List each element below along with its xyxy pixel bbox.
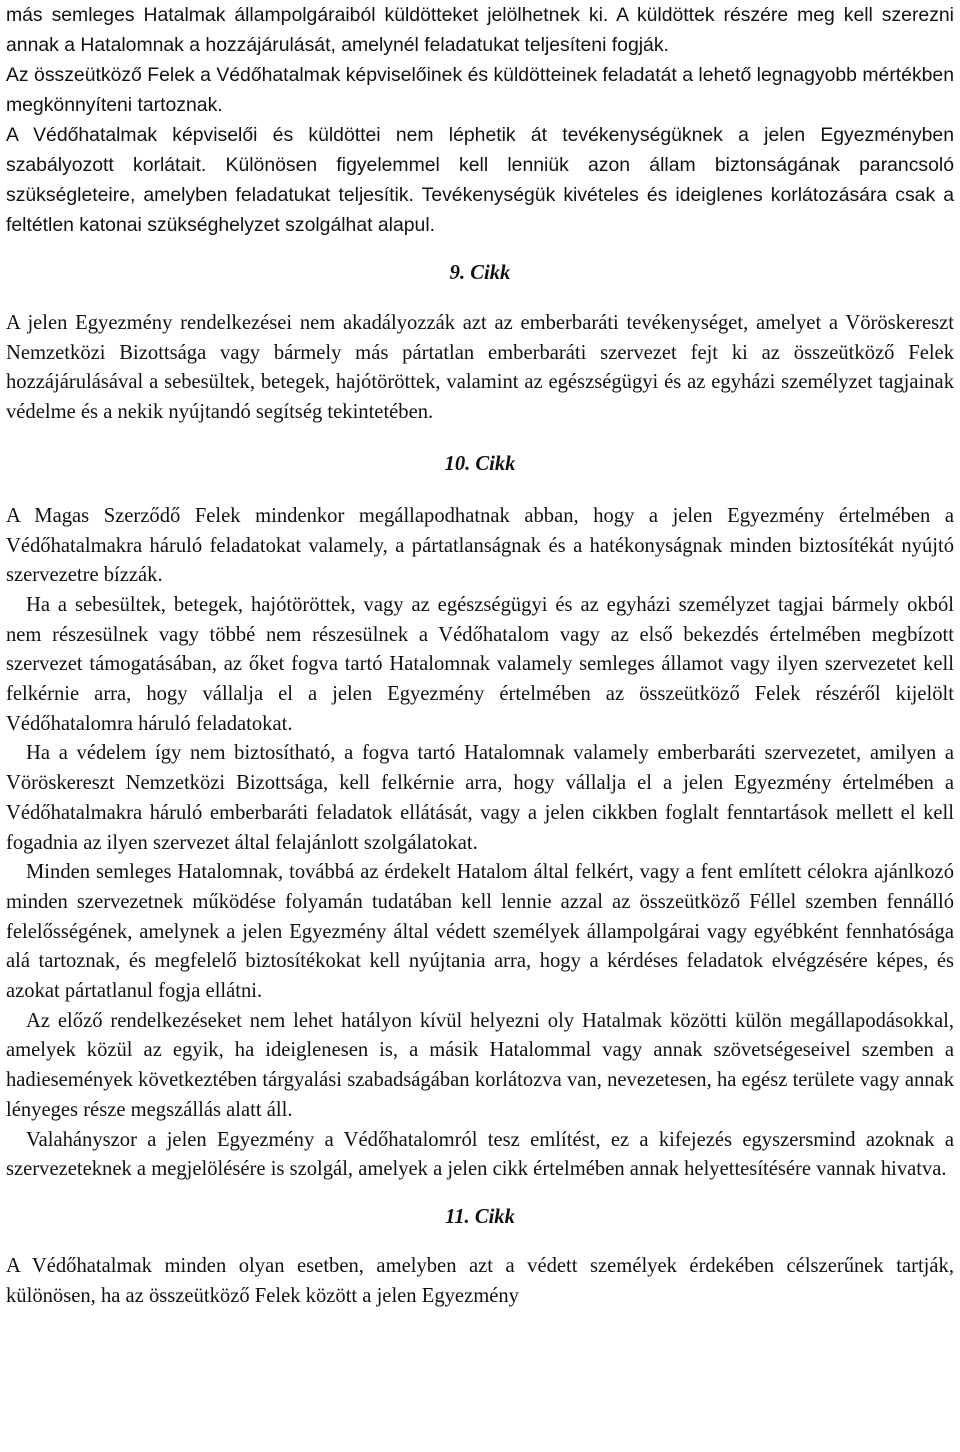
paragraph: más semleges Hatalmak állampolgáraiból küldötteket jelölhetnek ki. A küldöttek részére meg kell szerezni annak a Hatalomnak a hozzájárulását, amelynél feladatukat teljesíteni fogják. [6, 4, 954, 56]
paragraph: A jelen Egyezmény rendelkezései nem akadályozzák azt az emberbaráti tevékenységet, amelyet a Vöröskereszt Nemzetközi Bizottsága vagy bármely más pártatlan emberbaráti szervezet fejt ki az összeütköző Felek hozzájárulásával a sebesültek, betegek, hajótöröttek, valamint az egészségügyi és az egyházi személyzet tagjainak védelme és a nekik nyújtandó segítség tekintetében. [6, 312, 954, 424]
paragraph: A Magas Szerződő Felek mindenkor megállapodhatnak abban, hogy a jelen Egyezmény értelmében a Védőhatalmakra háruló feladatokat valamely, a pártatlanságnak és a hatékonyságnak minden biztosítékát nyújtó szervezetre bízzák. [6, 504, 954, 587]
article-heading-10: 10. Cikk [444, 452, 516, 475]
article-11-body [6, 1252, 954, 1311]
paragraph: Az előző rendelkezéseket nem lehet hatályon kívül helyezni oly Hatalmak közötti külön megállapodásokkal, amelyek közül az egyik, ha ideiglenesen is, a másik Hatalommal vagy annak szövetségeseivel szemben a hadiesemények következtében tárgyalási szabadságában korlátozva van, nevezetesen, ha egész területe vagy annak lényeges része megszállás alatt áll. [6, 1009, 954, 1121]
paragraph: Valahányszor a jelen Egyezmény a Védőhatalomról tesz említést, ez a kifejezés egyszersmind azoknak a szervezeteknek a megjelölésére is szolgál, amelyek a jelen cikk értelmében annak helyettesítésére vannak hivatva. [6, 1128, 954, 1181]
top-section [6, 0, 954, 240]
paragraph: A Védőhatalmak képviselői és küldöttei nem léphetik át tevékenységüknek a jelen Egyezményben szabályozott korlátait. Különösen figyelemmel kell lenniük azon állam biztonságának parancsoló szükségleteire, amelyben feladatukat teljesítik. Tevékenységük kivételes és ideiglenes korlátozására csak a feltétlen katonai szükséghelyzet szolgálhat alapul. [6, 124, 954, 236]
article-heading-9: 9. Cikk [449, 262, 511, 284]
paragraph: Minden semleges Hatalomnak, továbbá az érdekelt Hatalom által felkért, vagy a fent említett célokra ajánlkozó minden szervezetnek működése folyamán tudatában kell lennie azzal az összeütköző Féllel szemben fennálló felelősségének, amelynek a jelen Egyezmény által védett személyek állampolgárai vagy egyébként fennhatósága alá tartoznak, és megfelelő biztosítékokat kell nyújtania arra, hogy a kérdéses feladatok elvégzésére képes, és azokat pártatlanul fogja ellátni. [6, 861, 954, 1003]
article-heading-11: 11. Cikk [445, 1205, 515, 1228]
article-9-body [6, 309, 954, 428]
paragraph: A Védőhatalmak minden olyan esetben, amelyben azt a védett személyek érdekében célszerűnek tartják, különösen, ha az összeütköző Felek között a jelen Egyezmény [6, 1254, 954, 1307]
article-10-body [6, 502, 954, 1185]
paragraph: Az összeütköző Felek a Védőhatalmak képviselőinek és küldötteinek feladatát a lehető legnagyobb mértékben megkönnyíteni tartoznak. [6, 64, 954, 116]
paragraph: Ha a védelem így nem biztosítható, a fogva tartó Hatalomnak valamely emberbaráti szervezetet, amilyen a Vöröskereszt Nemzetközi Bizottsága, kell felkérnie arra, hogy vállalja el a jelen Egyezmény értelmében a Védőhatalmakra háruló emberbaráti feladatok ellátását, vagy a jelen cikkben foglalt fenntartások mellett el kell fogadnia az ilyen szervezet által felajánlott szolgálatokat. [6, 742, 954, 854]
paragraph: Ha a sebesültek, betegek, hajótöröttek, vagy az egészségügyi és az egyházi személyzet tagjai bármely okból nem részesülnek vagy többé nem részesülnek a Védőhatalom vagy az első bekezdés értelmében megbízott szervezet támogatásában, az őket fogva tartó Hatalomnak valamely semleges államot vagy ilyen szervezetet kell felkérnie arra, hogy vállalja el a jelen Egyezmény értelmében az összeütköző Felek részéről kijelölt Védőhatalomra háruló feladatokat. [6, 593, 954, 735]
